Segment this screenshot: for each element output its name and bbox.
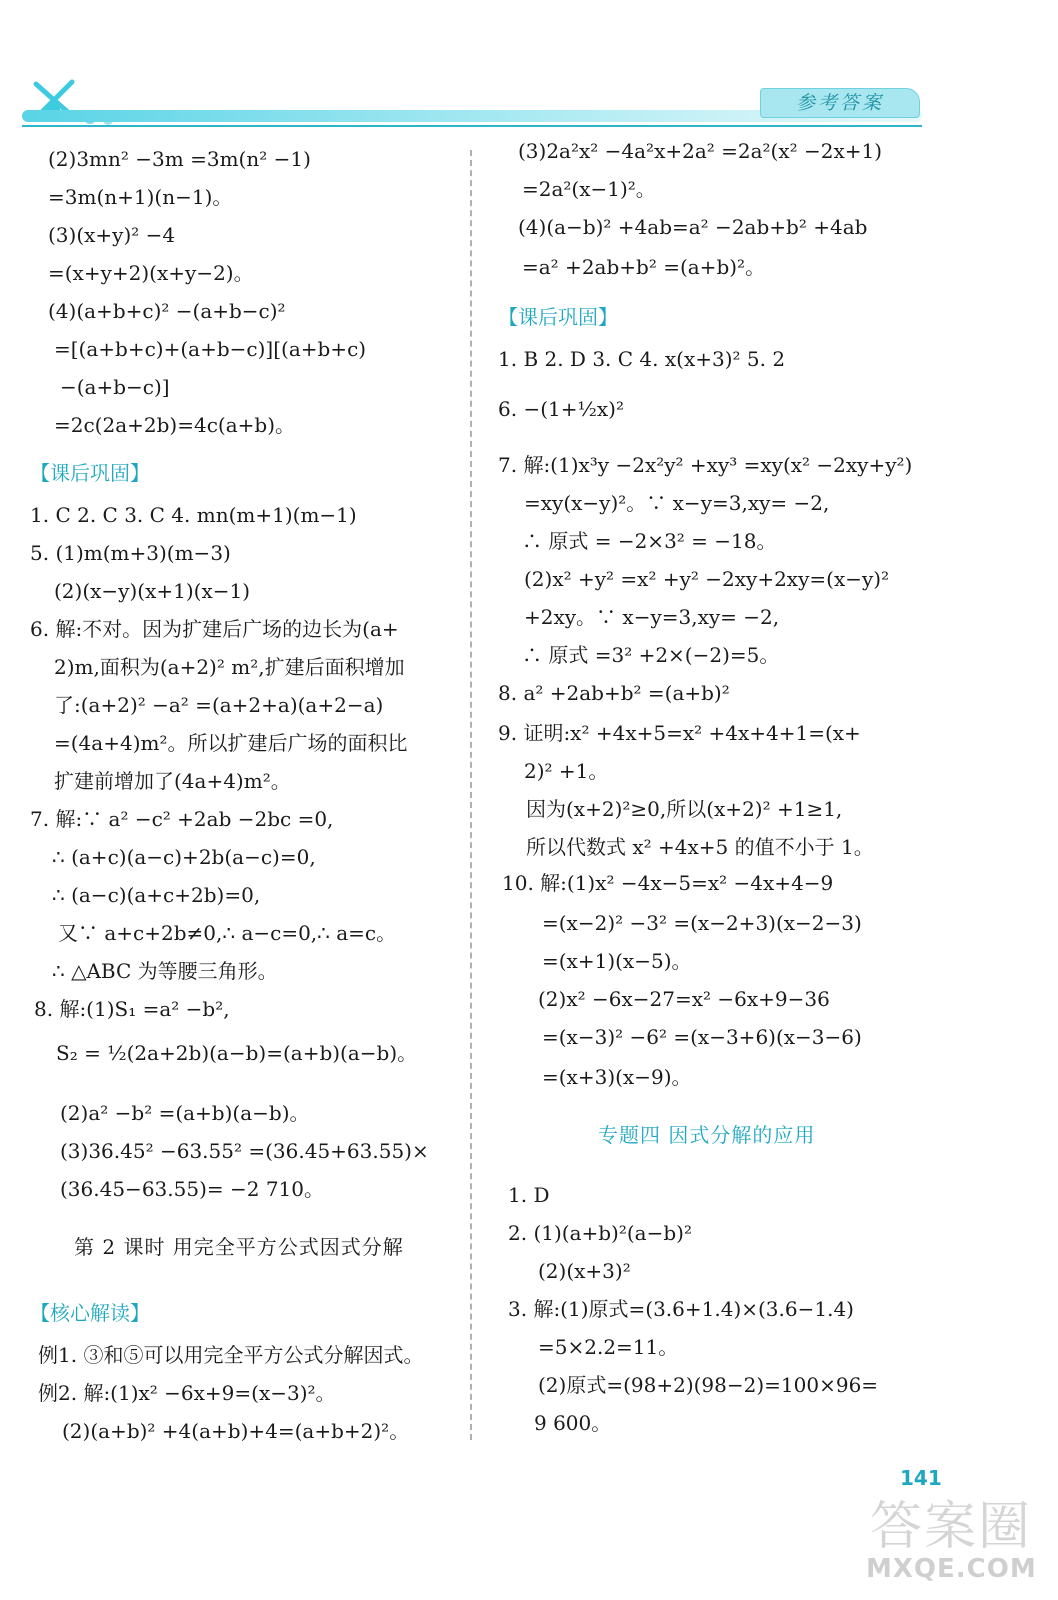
header-rule: [22, 125, 922, 127]
answer-line: (2)原式=(98+2)(98−2)=100×96=: [538, 1373, 879, 1397]
header-section-tag: 参考答案: [760, 88, 920, 118]
answer-line: (2)(x+3)²: [538, 1259, 631, 1283]
watermark-url: MXQE.COM: [866, 1554, 1037, 1584]
section-heading: 【核心解读】: [30, 1301, 150, 1325]
answer-line: 例2. 解:(1)x² −6x+9=(x−3)²。: [38, 1381, 336, 1405]
answer-line: (2)3mn² −3m =3m(n² −1): [48, 147, 311, 171]
answer-line: (2)(x−y)(x+1)(x−1): [54, 579, 251, 603]
section-heading: 【课后巩固】: [498, 305, 618, 329]
answer-line: 2)² +1。: [524, 759, 609, 783]
answer-line: ∴ (a−c)(a+c+2b)=0,: [52, 883, 261, 907]
section-heading: 【课后巩固】: [30, 461, 150, 485]
answer-line: −(a+b−c)]: [60, 375, 170, 399]
answer-line: =(x+3)(x−9)。: [542, 1065, 692, 1089]
answer-line: 9. 证明:x² +4x+5=x² +4x+4+1=(x+: [498, 721, 861, 745]
lesson-title: 专题四 因式分解的应用: [598, 1123, 816, 1147]
watermark-logo: [858, 1470, 1048, 1590]
answer-line: 又∵ a+c+2b≠0,∴ a−c=0,∴ a=c。: [58, 921, 397, 945]
answer-line: 1. D: [508, 1183, 550, 1207]
answer-line: (36.45−63.55)= −2 710。: [60, 1177, 325, 1201]
answer-line: (3)2a²x² −4a²x+2a² =2a²(x² −2x+1): [518, 139, 883, 163]
answer-line: =(x−3)² −6² =(x−3+6)(x−3−6): [542, 1025, 862, 1049]
answer-line: =2c(2a+2b)=4c(a+b)。: [54, 413, 295, 437]
answer-line: ∴ 原式 =3² +2×(−2)=5。: [522, 643, 780, 667]
answer-line: (3)(x+y)² −4: [48, 223, 176, 247]
answer-line: (4)(a−b)² +4ab=a² −2ab+b² +4ab: [518, 215, 868, 239]
answer-line: =(x−2)² −3² =(x−2+3)(x−2−3): [542, 911, 862, 935]
answer-line: 2. (1)(a+b)²(a−b)²: [508, 1221, 692, 1245]
lesson-title: 第 2 课时 用完全平方公式因式分解: [74, 1235, 404, 1259]
watermark-title: 答案圈: [870, 1497, 1033, 1557]
answer-line: 所以代数式 x² +4x+5 的值不小于 1。: [526, 835, 874, 859]
answer-line: +2xy。∵ x−y=3,xy= −2,: [524, 605, 780, 629]
answer-line: (2)(a+b)² +4(a+b)+4=(a+b+2)²。: [62, 1419, 410, 1443]
answer-line: =(4a+4)m²。所以扩建后广场的面积比: [54, 731, 408, 755]
answer-line: (4)(a+b+c)² −(a+b−c)²: [48, 299, 286, 323]
column-divider: [470, 150, 472, 1440]
answer-line: (2)x² +y² =x² +y² −2xy+2xy=(x−y)²: [524, 567, 890, 591]
answer-line: (2)a² −b² =(a+b)(a−b)。: [60, 1101, 310, 1125]
answer-line: ∴ △ABC 为等腰三角形。: [52, 959, 278, 983]
answer-line: 扩建前增加了(4a+4)m²。: [54, 769, 291, 793]
answer-line: (2)x² −6x−27=x² −6x+9−36: [538, 987, 830, 1011]
answer-line: 7. 解:(1)x³y −2x²y² +xy³ =xy(x² −2xy+y²): [498, 453, 913, 477]
answer-line: 8. 解:(1)S₁ =a² −b²,: [34, 997, 230, 1021]
answer-line: =5×2.2=11。: [538, 1335, 679, 1359]
answer-line: ∴ (a+c)(a−c)+2b(a−c)=0,: [52, 845, 316, 869]
answer-line: =3m(n+1)(n−1)。: [48, 185, 233, 209]
answer-line: 1. C 2. C 3. C 4. mn(m+1)(m−1): [30, 503, 357, 527]
answer-line: =a² +2ab+b² =(a+b)²。: [522, 255, 766, 279]
answer-line: 3. 解:(1)原式=(3.6+1.4)×(3.6−1.4): [508, 1297, 854, 1321]
answer-line: 8. a² +2ab+b² =(a+b)²: [498, 681, 730, 705]
answer-line: (3)36.45² −63.55² =(36.45+63.55)×: [60, 1139, 429, 1163]
answer-line: 6. −(1+½x)²: [498, 397, 624, 421]
answer-line: =[(a+b+c)+(a+b−c)][(a+b+c): [54, 337, 367, 361]
answer-line: 因为(x+2)²≥0,所以(x+2)² +1≥1,: [526, 797, 843, 821]
answer-line: 10. 解:(1)x² −4x−5=x² −4x+4−9: [502, 871, 834, 895]
answer-line: 2)m,面积为(a+2)² m²,扩建后面积增加: [54, 655, 405, 679]
answer-line: 1. B 2. D 3. C 4. x(x+3)² 5. 2: [498, 347, 786, 371]
answer-line: =(x+y+2)(x+y−2)。: [48, 261, 254, 285]
answer-line: ∴ 原式 = −2×3² = −18。: [522, 529, 777, 553]
answer-line: 7. 解:∵ a² −c² +2ab −2bc =0,: [30, 807, 334, 831]
answer-line: 6. 解:不对。因为扩建后广场的边长为(a+: [30, 617, 399, 641]
answer-line: =2a²(x−1)²。: [522, 177, 656, 201]
answer-line: 5. (1)m(m+3)(m−3): [30, 541, 231, 565]
answer-line: =(x+1)(x−5)。: [542, 949, 692, 973]
answer-line: 了:(a+2)² −a² =(a+2+a)(a+2−a): [54, 693, 384, 717]
answer-line: 9 600。: [534, 1411, 612, 1435]
answer-line: 例1. ③和⑤可以用完全平方公式分解因式。: [38, 1343, 424, 1367]
page-number: 141: [900, 1466, 942, 1490]
answer-line: =xy(x−y)²。∵ x−y=3,xy= −2,: [524, 491, 830, 515]
page-header: [0, 0, 1058, 140]
answer-line: S₂ = ½(2a+2b)(a−b)=(a+b)(a−b)。: [56, 1041, 418, 1065]
